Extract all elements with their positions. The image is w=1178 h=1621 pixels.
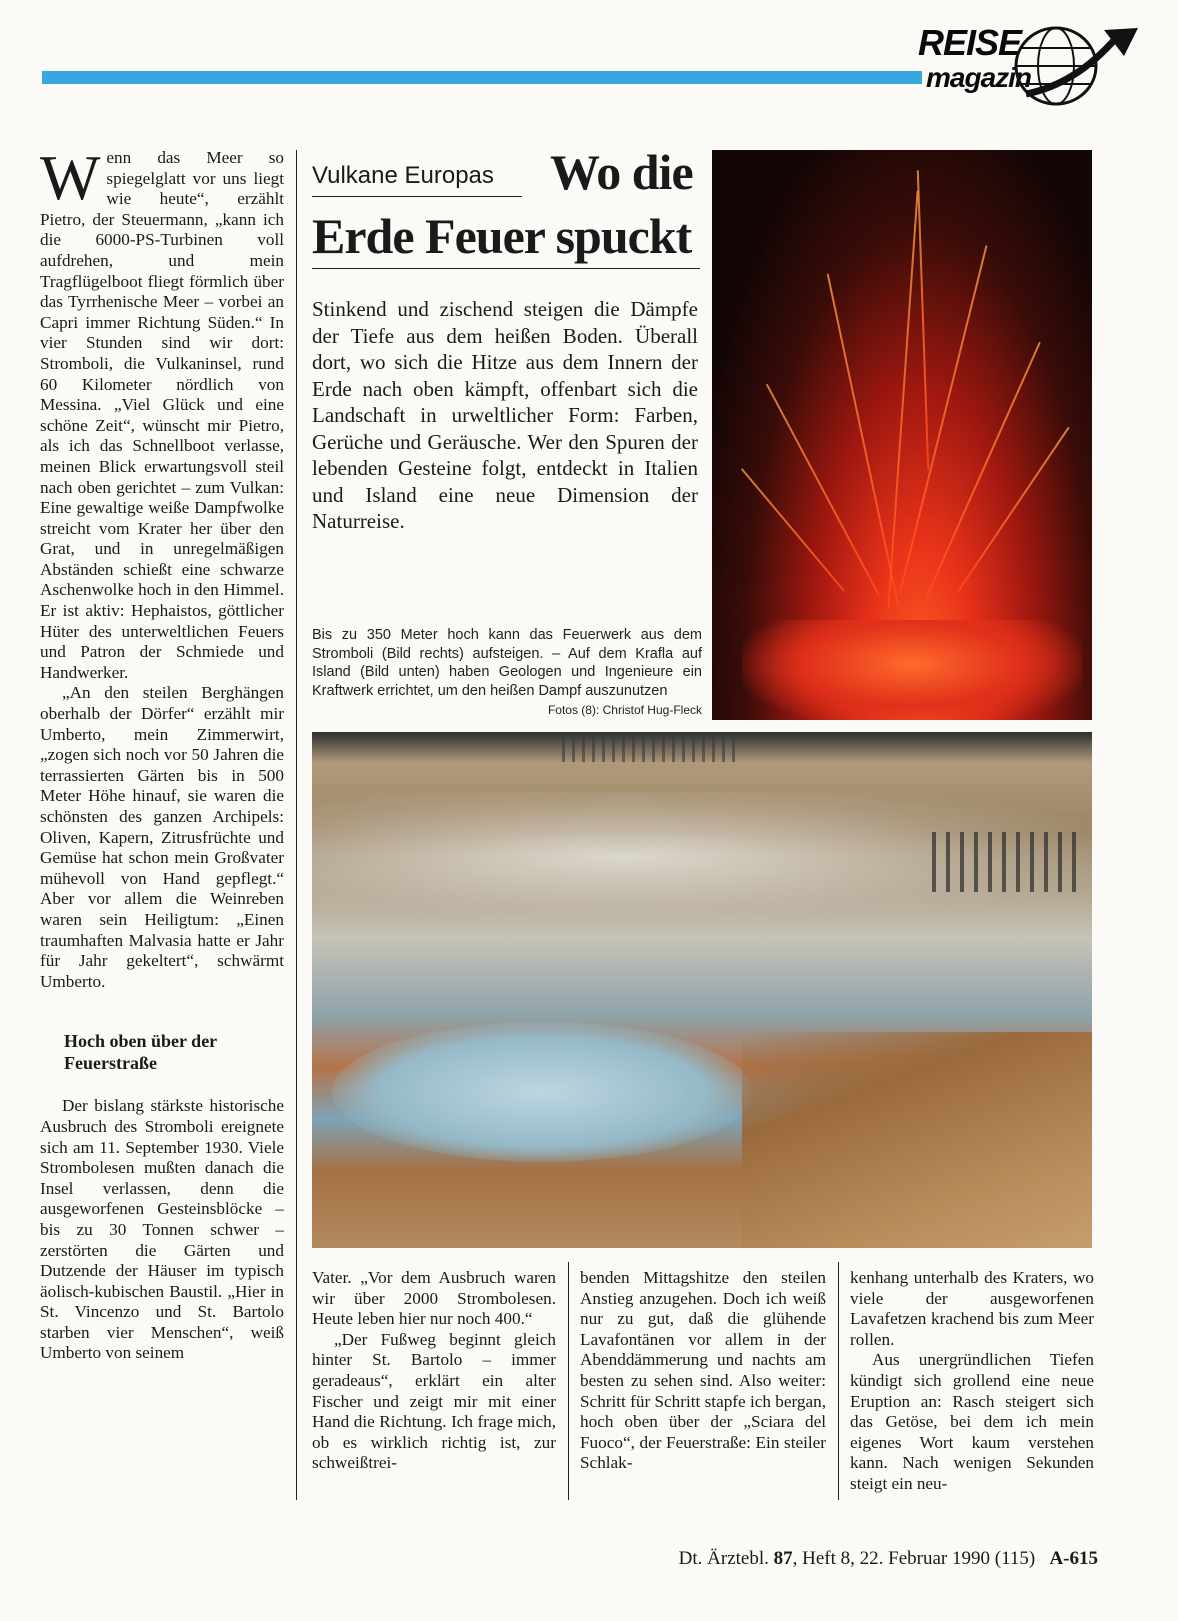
paragraph-text: enn das Meer so spiegelglatt vor uns liegt wie heute“, erzählt Pietro, der Steuermann, „kann ich die 6000-PS-Turbinen voll aufdrehen, und mein Tragflügelboot fliegt förmlich über das Tyrrhenische Meer – vorbei an Capri immer Richtung Süden.“ In vier Stunden sind wir dort: Stromboli, die Vulkaninsel, rund 60 Kilometer nördlich von Messina. „Viel Glück und eine schöne Zeit“, wünscht mir Pietro, als ich das Schnellboot verlasse, meinen Blick erwartungsvoll steil nach oben gerichtet – zum Vulkan: Eine gewaltige weiße Dampfwolke streicht vom Krater her über den Grat, und in unregelmäßigen Abständen schießt eine schwarze Aschenwolke hoch in den Himmel. Er ist aktiv: Hephaistos, göttlicher Hüter des unterweltlichen Feuers und Patron der Schmiede und Handwerker. <box>40 148 284 682</box>
intro-paragraph <box>40 142 284 683</box>
journal-volume: 87 <box>773 1548 793 1569</box>
column-rule-3 <box>838 1262 839 1500</box>
header-color-bar <box>42 71 922 84</box>
globe-arrow-icon <box>996 24 1146 108</box>
paragraph: „Der Fußweg beginnt gleich hinter St. Bartolo – immer geradeaus“, erklärt ein alter Fischer und zeigt mir mit einer Hand die Richtung. Ich frage mich, ob es wirklich richtig ist, zur schweißtrei- <box>312 1329 556 1473</box>
issue-info: , Heft 8, 22. Februar 1990 (115) <box>792 1548 1036 1569</box>
column-rule-1 <box>296 150 297 1500</box>
article-column-3 <box>580 1268 826 1474</box>
kicker: Vulkane Europas <box>312 162 494 189</box>
kicker-underline <box>312 196 522 197</box>
stromboli-eruption-photo <box>712 150 1092 720</box>
column-rule-2 <box>568 1262 569 1500</box>
logo-magazin-text: magazin <box>926 62 1032 93</box>
headline-rule <box>312 268 700 269</box>
krafla-geothermal-photo <box>312 732 1092 1248</box>
photo-credit: Fotos (8): Christof Hug-Fleck <box>547 703 702 717</box>
article-column-1 <box>40 142 284 1364</box>
journal-name: Dt. Ärztebl. <box>678 1548 769 1569</box>
subheading: Hoch oben über der Feuerstraße <box>64 1031 217 1074</box>
paragraph: „An den steilen Berghängen oberhalb der Dörfer“ erzählt mir Umberto, mein Zimmerwirt, „zogen sich noch vor 50 Jahren die terrassierten Gärten bis in 500 Meter Höhe hinauf, sie waren die schönsten des ganzen Archipels: Oliven, Kapern, Zitrusfrüchte und Gemüse hat schon mein Großvater mühevoll von Hand gepflegt.“ Aber vor allem die Weinreben waren sein Heiligtum: „Einen traumhaften Malvasia hatte er Jahr für Jahr gekeltert“, schwärmt Umberto. <box>40 683 284 991</box>
lede-paragraph: Stinkend und zischend steigen die Dämpfe der Tiefe aus dem heißen Boden. Überall dort, wo sich die Hitze aus dem Innern der Erde nach oben kämpft, offenbart sich die Landschaft in urweltlicher Form: Farben, Gerüche und Geräusche. Wer den Spuren der lebenden Gesteine folgt, entdeckt in Italien und Island eine neue Dimension der Naturreise. <box>312 297 698 533</box>
drop-cap: W <box>40 142 101 213</box>
headline-line-2: Erde Feuer spuckt <box>312 208 692 264</box>
headline-line-1: Wo die <box>550 144 693 200</box>
logo-reise-text: REISE <box>918 22 1022 63</box>
paragraph: Aus unergründlichen Tiefen kündigt sich grollend eine neue Eruption an: Rasch steigert sich das Getöse, bei dem ich mein eigenes Wort kaum verstehen kann. Nach wenigen Sekunden steigt ein neu- <box>850 1350 1094 1493</box>
article-column-4 <box>850 1268 1094 1495</box>
paragraph: Vater. „Vor dem Ausbruch waren wir über 2000 Strombolesen. Heute leben hier nur noch 400.“ <box>312 1268 556 1329</box>
reise-magazin-logo <box>918 22 1150 112</box>
page-number: A-615 <box>1049 1548 1098 1569</box>
paragraph: benden Mittagshitze den steilen Anstieg anzugehen. Doch ich weiß nur zu gut, daß die glühende Lavafontänen vor allem in der Abenddämmerung und nachts am besten zu sehen sind. Also weiter: Schritt für Schritt stapfe ich bergan, hoch oben über der „Sciara del Fuoco“, der Feuerstraße: Ein steiler Schlak- <box>580 1268 826 1473</box>
caption-text: Bis zu 350 Meter hoch kann das Feuerwerk aus dem Stromboli (Bild rechts) aufsteigen. – Auf dem Krafla auf Island (Bild unten) haben Geologen und Ingenieure ein Kraftwerk errichtet, um den heißen Dampf auszunutzen <box>312 627 702 699</box>
article-column-2 <box>312 1268 556 1474</box>
page-footer <box>600 1548 1098 1570</box>
photo-caption <box>312 626 702 720</box>
paragraph: Der bislang stärkste historische Ausbruch des Stromboli ereignete sich am 11. September 1930. Viele Strombolesen mußten danach die Insel verlassen, denn die ausgeworfenen Gesteinsblöcke – bis zu 30 Tonnen schwer – zerstörten die Gärten und Dutzende der Häuser im typisch äolisch-kubischen Baustil. „Hier in St. Vincenzo und St. Bartolo starben vier Menschen“, weiß Umberto von seinem <box>40 1096 284 1363</box>
paragraph: kenhang unterhalb des Kraters, wo viele der ausgeworfenen Lavafetzen krachend bis zum Meer rollen. <box>850 1268 1094 1349</box>
